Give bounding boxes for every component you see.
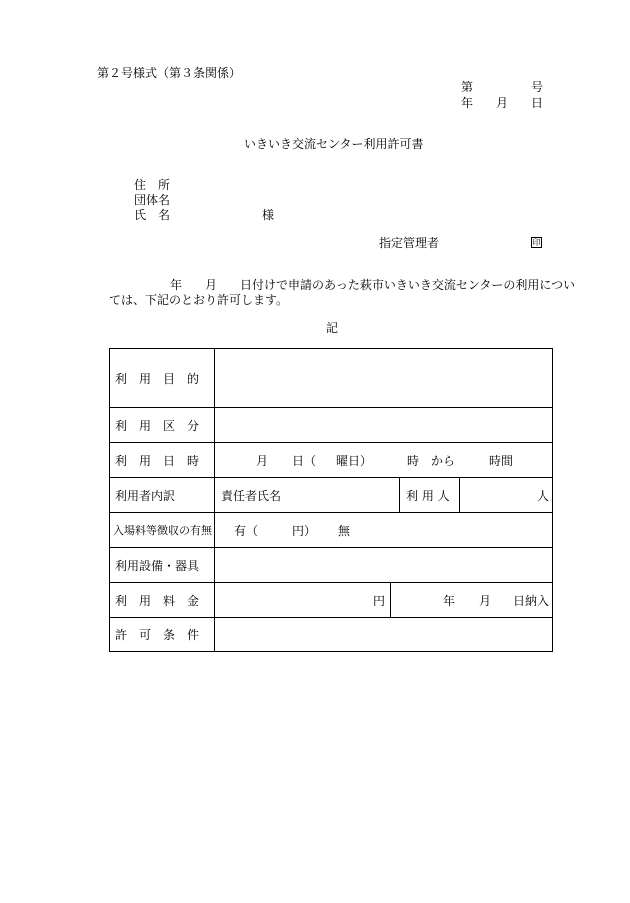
label-fee: 利 用 料 金 bbox=[115, 593, 200, 608]
divider bbox=[459, 478, 460, 512]
name-label: 氏 名 bbox=[134, 208, 171, 222]
admission-no: 無 bbox=[338, 523, 351, 538]
equipment-value[interactable] bbox=[215, 548, 552, 582]
purpose-value[interactable] bbox=[215, 349, 552, 407]
label-category: 利 用 区 分 bbox=[115, 418, 200, 433]
row-category bbox=[110, 408, 552, 443]
datetime-day: 日（ bbox=[292, 453, 317, 468]
honorific: 様 bbox=[262, 208, 275, 222]
seal-mark: 印 bbox=[532, 238, 541, 247]
row-users bbox=[110, 478, 552, 513]
date-year: 年 bbox=[461, 96, 474, 110]
fee-month: 月 bbox=[479, 593, 492, 608]
row-purpose bbox=[110, 349, 552, 408]
category-value[interactable] bbox=[215, 408, 552, 442]
label-purpose: 利 用 目 的 bbox=[115, 371, 200, 386]
user-count-label: 利 用 人 bbox=[406, 488, 450, 503]
issuer-label: 指定管理者 bbox=[379, 236, 440, 250]
responsible-label: 責任者氏名 bbox=[221, 488, 282, 503]
body-year: 年 bbox=[170, 278, 183, 292]
body-line2: ては、下記のとおり許可します。 bbox=[109, 293, 289, 307]
divider bbox=[390, 583, 391, 617]
row-conditions bbox=[110, 618, 552, 651]
document-title: いきいき交流センター利用許可書 bbox=[244, 137, 424, 151]
form-number: 第２号様式（第３条関係） bbox=[97, 66, 242, 80]
label-datetime: 利 用 日 時 bbox=[115, 453, 200, 468]
datetime-weekday: 曜日） bbox=[336, 453, 373, 468]
admission-yen: 円） bbox=[292, 523, 317, 538]
label-equipment: 利用設備・器具 bbox=[115, 558, 200, 573]
group-label: 団体名 bbox=[134, 193, 171, 207]
datetime-month: 月 bbox=[256, 453, 269, 468]
row-equipment bbox=[110, 548, 552, 583]
person-unit: 人 bbox=[537, 488, 550, 503]
divider bbox=[399, 478, 400, 512]
admission-yes: 有（ bbox=[234, 523, 259, 538]
label-conditions: 許 可 条 件 bbox=[115, 628, 200, 642]
date-month: 月 bbox=[496, 96, 509, 110]
doc-number-prefix: 第 bbox=[461, 80, 474, 94]
datetime-hours: 時間 bbox=[489, 453, 514, 468]
datetime-hour-from: 時 から bbox=[407, 453, 456, 468]
ki-heading: 記 bbox=[326, 321, 339, 335]
fee-year: 年 bbox=[443, 593, 456, 608]
doc-number-suffix: 号 bbox=[531, 80, 544, 94]
row-fee bbox=[110, 583, 552, 618]
body-line1: 日付けで申請のあった萩市いきいき交流センターの利用につい bbox=[240, 278, 576, 292]
permit-table bbox=[109, 348, 553, 652]
conditions-value[interactable] bbox=[215, 618, 552, 651]
row-admission bbox=[110, 513, 552, 548]
address-label: 住 所 bbox=[134, 178, 171, 192]
row-datetime bbox=[110, 443, 552, 478]
label-admission: 入場料等徴収の有無 bbox=[113, 524, 212, 537]
fee-yen: 円 bbox=[373, 593, 386, 608]
body-month: 月 bbox=[205, 278, 218, 292]
label-users: 利用者内訳 bbox=[115, 488, 176, 503]
fee-paid: 日納入 bbox=[513, 593, 550, 608]
date-day: 日 bbox=[531, 96, 544, 110]
